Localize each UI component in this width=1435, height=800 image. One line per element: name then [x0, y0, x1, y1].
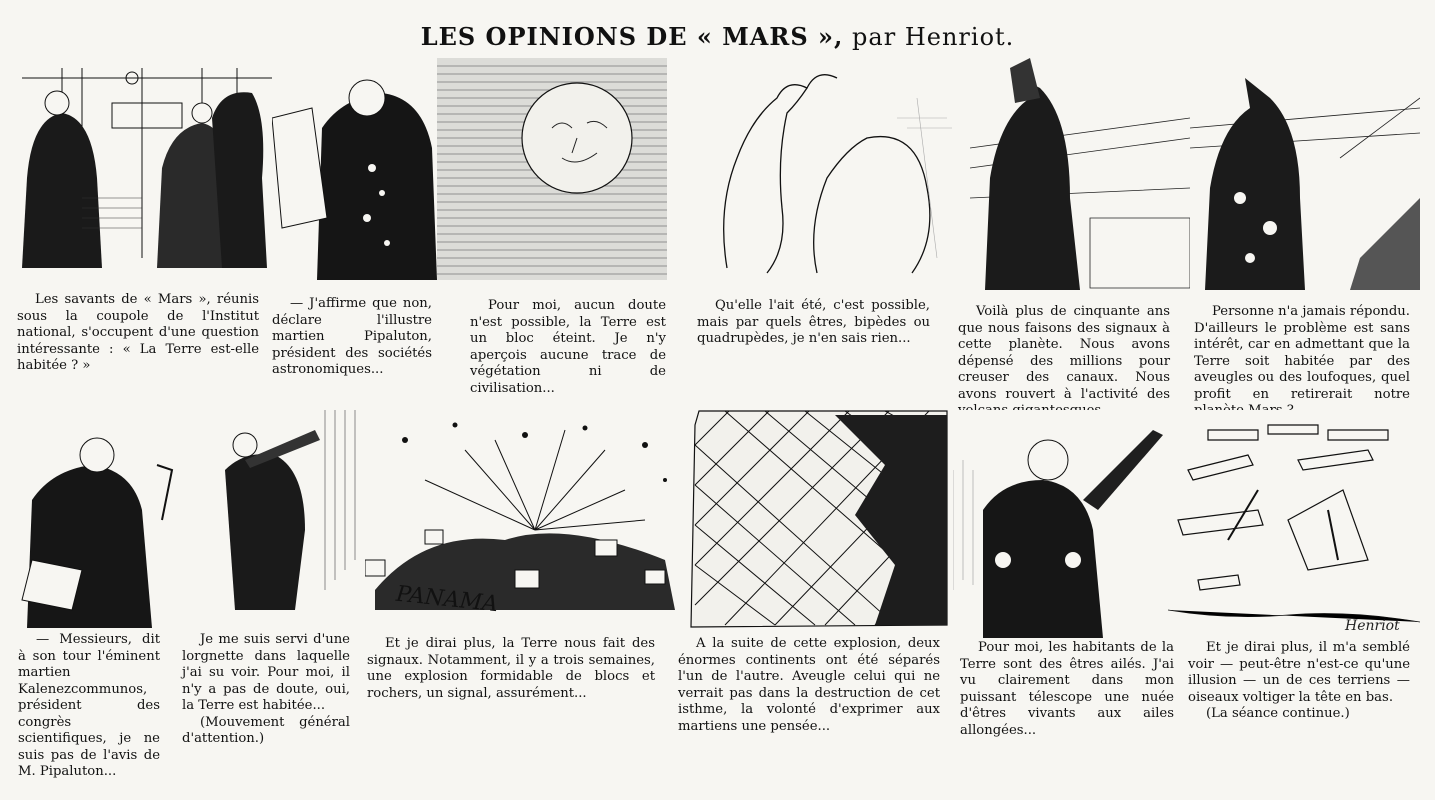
panel-4-caption: Qu'elle l'ait été, c'est possible, mais par quels êtres, bipèdes ou quadrupèdes, je n'en sais rien...: [697, 298, 930, 346]
panel-2-illustration: [272, 58, 437, 280]
panel-1-caption: Les savants de « Mars », réunis sous la coupole de l'Institut national, s'occupent d'une question intéressante : « La Terre est-elle habitée ? »: [17, 292, 259, 373]
panel-5-illustration: [970, 58, 1190, 290]
panel-9-illustration: [365, 410, 685, 628]
artist-signature: Henriot: [1345, 618, 1400, 634]
panama-label: PANAMA: [394, 581, 500, 618]
panel-7-caption: — Messieurs, dit à son tour l'éminent martien Kalenezcommunos, président des congrès scientifiques, je ne suis pas de l'avis de M. Pipaluton...: [18, 632, 160, 779]
panel-12-caption-block: [1188, 640, 1410, 723]
panel-7-illustration: [12, 410, 182, 628]
panel-12-illustration: [1168, 410, 1420, 638]
panel-11-caption: Pour moi, les habitants de la Terre sont des êtres ailés. J'ai vu clairement dans mon puissant télescope une nuée d'êtres vivants aux ailes allongées...: [960, 640, 1174, 738]
panel-4-illustration: [667, 58, 955, 280]
panel-11-illustration: [953, 410, 1168, 638]
page-title: [0, 22, 1435, 51]
panel-12-caption: Et je dirai plus, il m'a semblé voir — peut-être n'est-ce qu'une illusion — un de ces terriens — oiseaux voltiger la tête en bas.: [1188, 640, 1410, 705]
panel-10-illustration: [685, 405, 953, 635]
panel-6-caption: Personne n'a jamais répondu. D'ailleurs le problème est sans intérêt, car en admettant que la Terre soit habitée par des aveugles ou des loufoques, quel profit en retirerait notre: [1194, 304, 1410, 402]
panel-5-caption: Voilà plus de cinquante ans que nous faisons des signaux à cette planète. Nous avons dépensé des millions pour creuser des canaux. Nous avons rouvert à l'activité des: [958, 304, 1170, 402]
panel-9-caption: Et je dirai plus, la Terre nous fait des signaux. Notamment, il y a trois semaines, une explosion formidable de blocs et rochers, un signal, assurément...: [367, 636, 655, 701]
panel-6-illustration: [1190, 58, 1420, 290]
panel-8-caption-block: [182, 632, 350, 748]
panel-12-note: (La séance continue.): [1206, 706, 1350, 721]
title-author: par Henriot.: [843, 23, 1015, 51]
title-main: LES OPINIONS DE « MARS »,: [420, 22, 844, 51]
panel-1-illustration: [22, 58, 272, 280]
panel-2-caption: — J'affirme que non, déclare l'illustre martien Pipaluton, président des sociétés astronomiques...: [272, 296, 432, 377]
panel-8-caption: Je me suis servi d'une lorgnette dans laquelle j'ai su voir. Pour moi, il n'y a pas de doute, oui, la Terre est habitée...: [182, 632, 350, 713]
panel-3-caption: Pour moi, aucun doute n'est possible, la Terre est un bloc éteint. Je n'y aperçois aucune trace de végétation ni de civilisation...: [470, 298, 666, 396]
panel-10-caption: A la suite de cette explosion, deux énormes continents ont été séparés l'un de l'autre. Aveugle celui qui ne verrait pas dans la destruction de cet isthme, la volonté d'exprimer aux martiens une pensée...: [678, 636, 940, 734]
panel-8-note: (Mouvement général d'attention.): [182, 714, 350, 746]
panel-8-illustration: [185, 410, 365, 628]
panel-3-illustration: [437, 58, 667, 280]
